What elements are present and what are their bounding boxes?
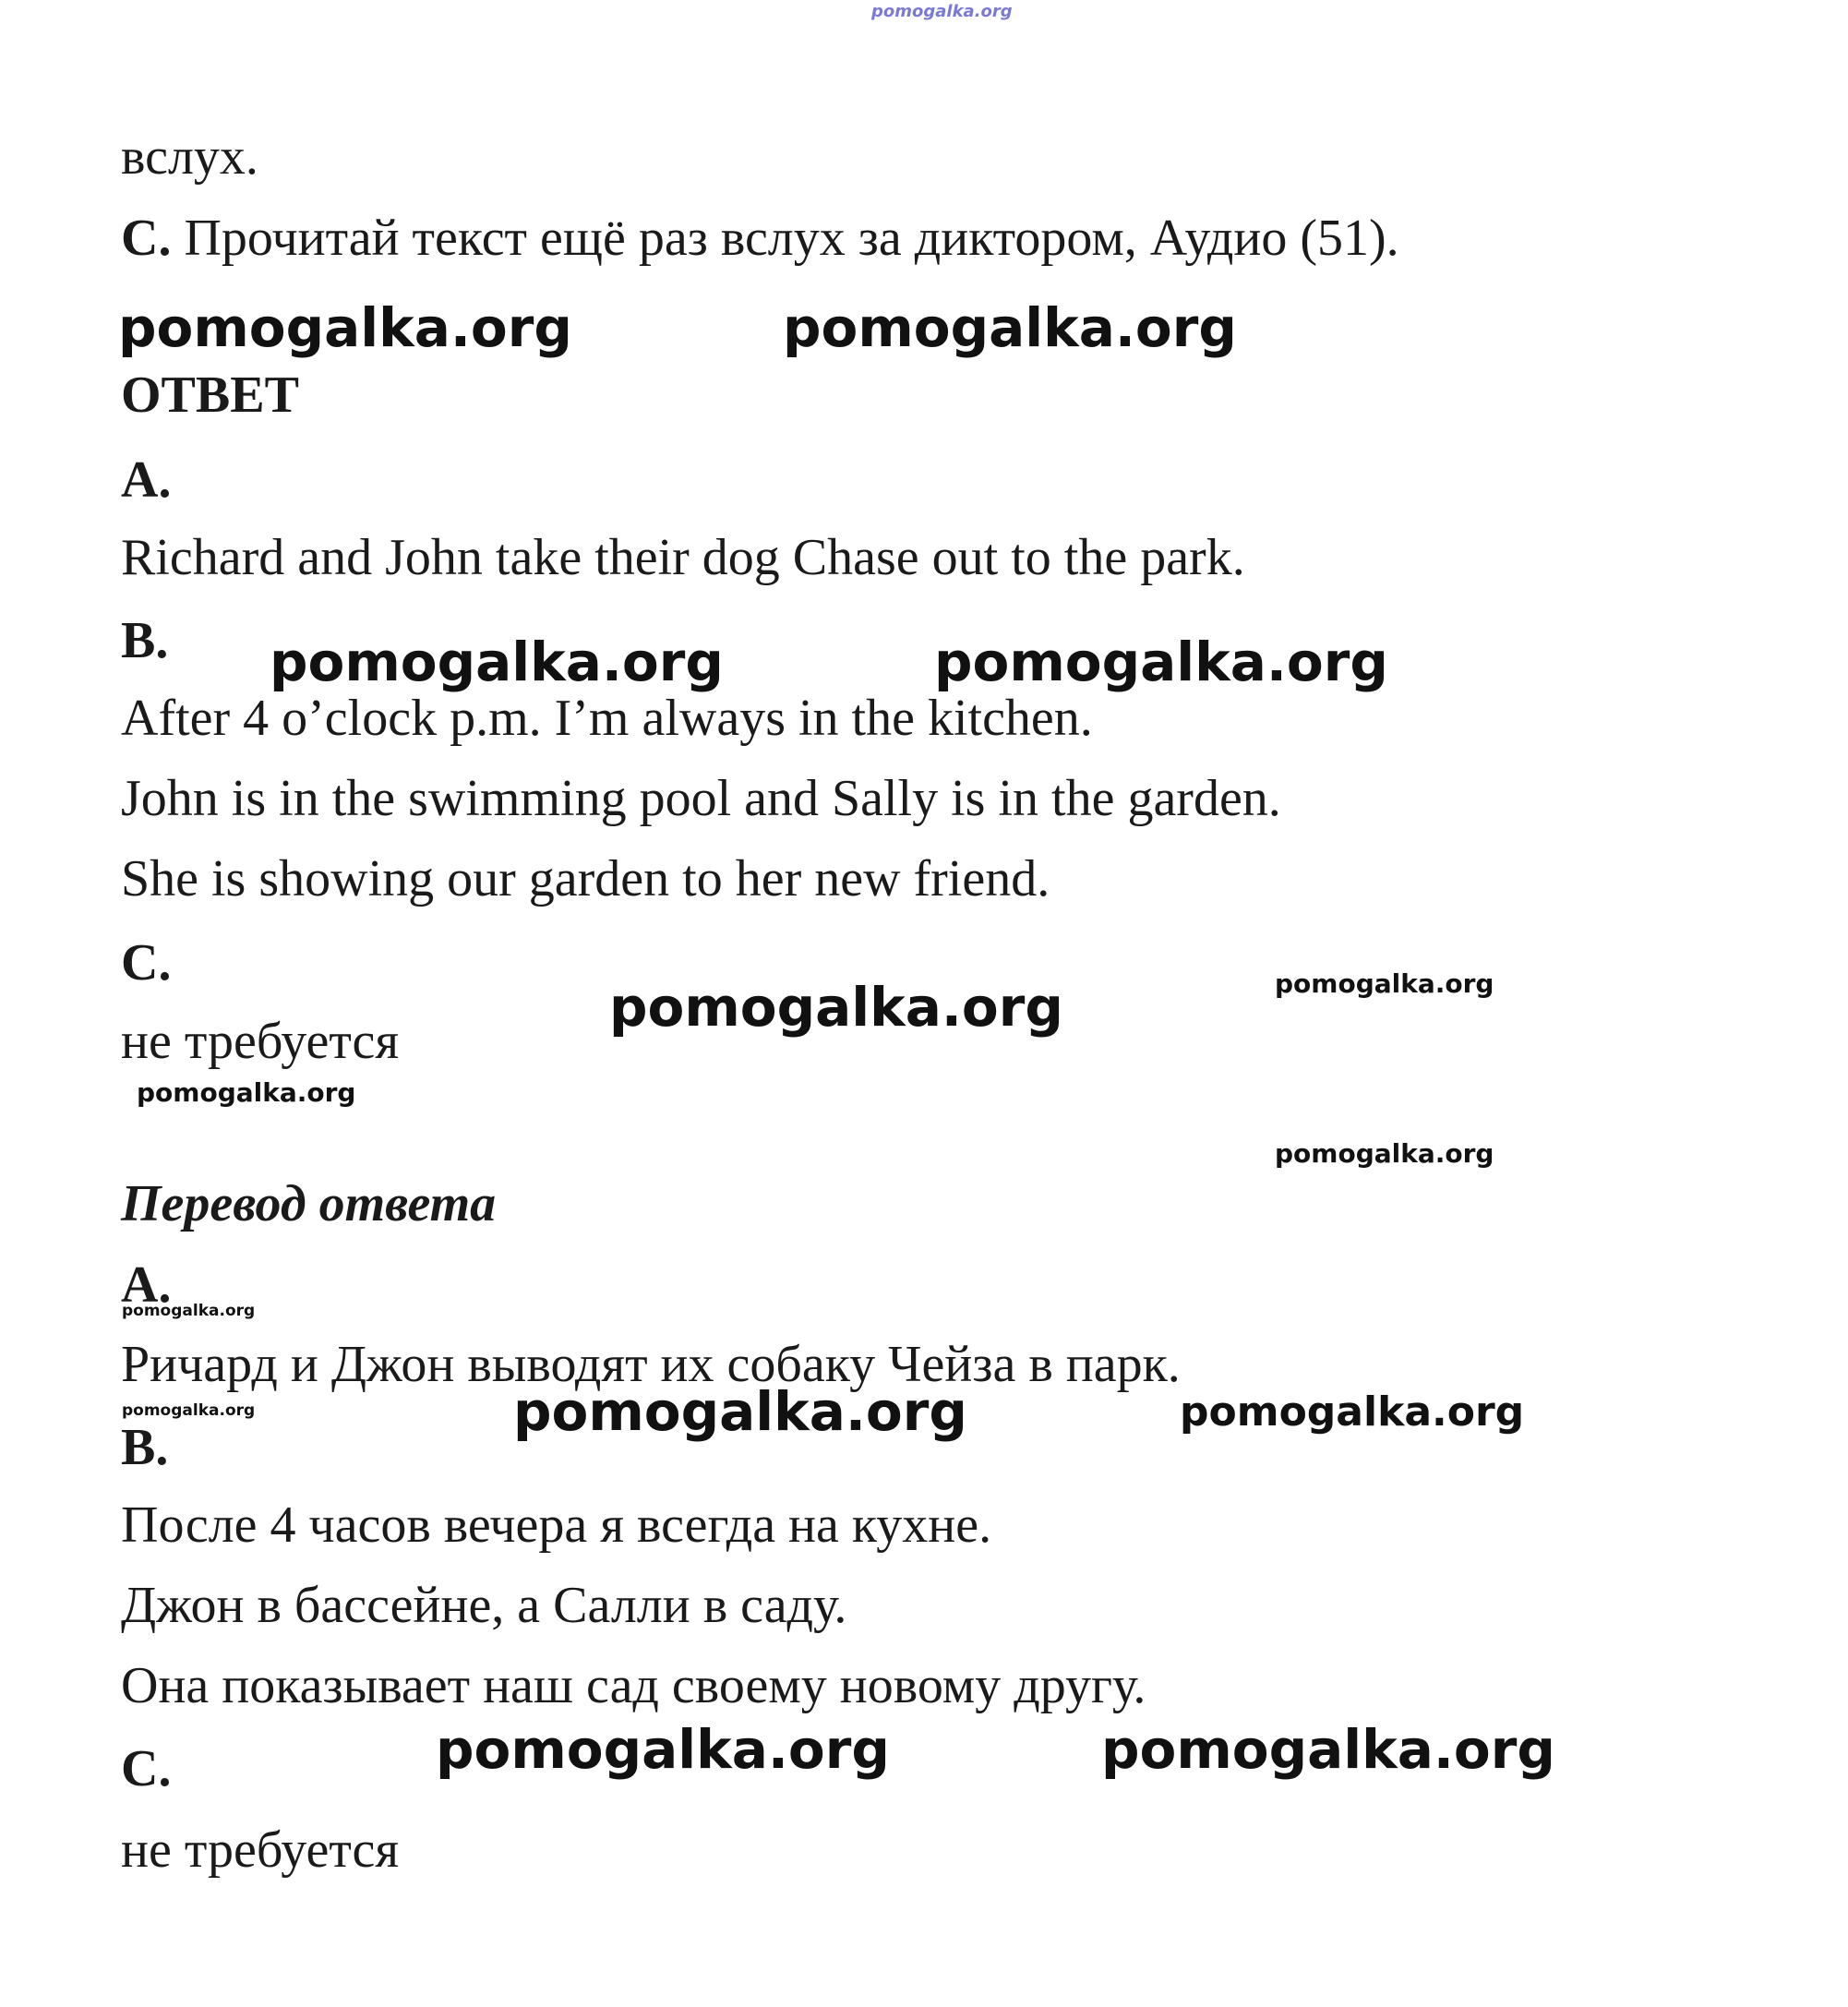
watermark: pomogalka.org	[783, 296, 1237, 359]
task-c-label: С.	[121, 210, 172, 267]
watermark-top: pomogalka.org	[871, 2, 1013, 21]
answer-b-line-2: John is in the swimming pool and Sally is in the garden.	[121, 770, 1281, 827]
translation-b-line-2: Джон в бассейне, а Салли в саду.	[121, 1577, 847, 1634]
translation-c-label: C.	[121, 1740, 172, 1797]
answer-c-text: не требуется	[121, 1013, 400, 1070]
task-c-text: Прочитай текст ещё раз вслух за диктором, Аудио (51).	[184, 210, 1399, 267]
translation-c-text: не требуется	[121, 1821, 400, 1879]
watermark: pomogalka.org	[609, 976, 1063, 1039]
watermark: pomogalka.org	[513, 1380, 967, 1443]
translation-a-text: Ричард и Джон выводят их собаку Чейза в парк.	[121, 1336, 1181, 1393]
translation-a-label: A.	[121, 1256, 172, 1314]
translation-b-line-1: После 4 часов вечера я всегда на кухне.	[121, 1496, 992, 1554]
translation-b-line-3: Она показывает наш сад своему новому другу.	[121, 1657, 1146, 1714]
watermark: pomogalka.org	[934, 631, 1388, 693]
answer-heading: ОТВЕТ	[121, 367, 299, 424]
answer-b-label: B.	[121, 612, 169, 669]
watermark: pomogalka.org	[1101, 1718, 1555, 1781]
answer-b-line-1: After 4 o’clock p.m. I’m always in the kitchen.	[121, 690, 1093, 747]
answer-c-label: C.	[121, 934, 172, 991]
answer-a-label: A.	[121, 451, 172, 509]
watermark: pomogalka.org	[1275, 1138, 1494, 1169]
watermark: pomogalka.org	[118, 296, 572, 359]
task-prev-line: вслух.	[121, 128, 258, 186]
watermark: pomogalka.org	[270, 631, 724, 693]
answer-a-text: Richard and John take their dog Chase out to the park.	[121, 529, 1245, 586]
watermark: pomogalka.org	[137, 1077, 356, 1108]
watermark: pomogalka.org	[436, 1718, 890, 1781]
watermark: pomogalka.org	[122, 1401, 256, 1420]
translation-b-label: B.	[121, 1419, 169, 1476]
translation-heading: Перевод ответа	[121, 1175, 497, 1232]
watermark: pomogalka.org	[1180, 1388, 1525, 1436]
watermark: pomogalka.org	[1275, 968, 1494, 999]
task-c-line	[121, 210, 1399, 267]
answer-b-line-3: She is showing our garden to her new friend.	[121, 850, 1050, 907]
watermark: pomogalka.org	[122, 1302, 256, 1320]
